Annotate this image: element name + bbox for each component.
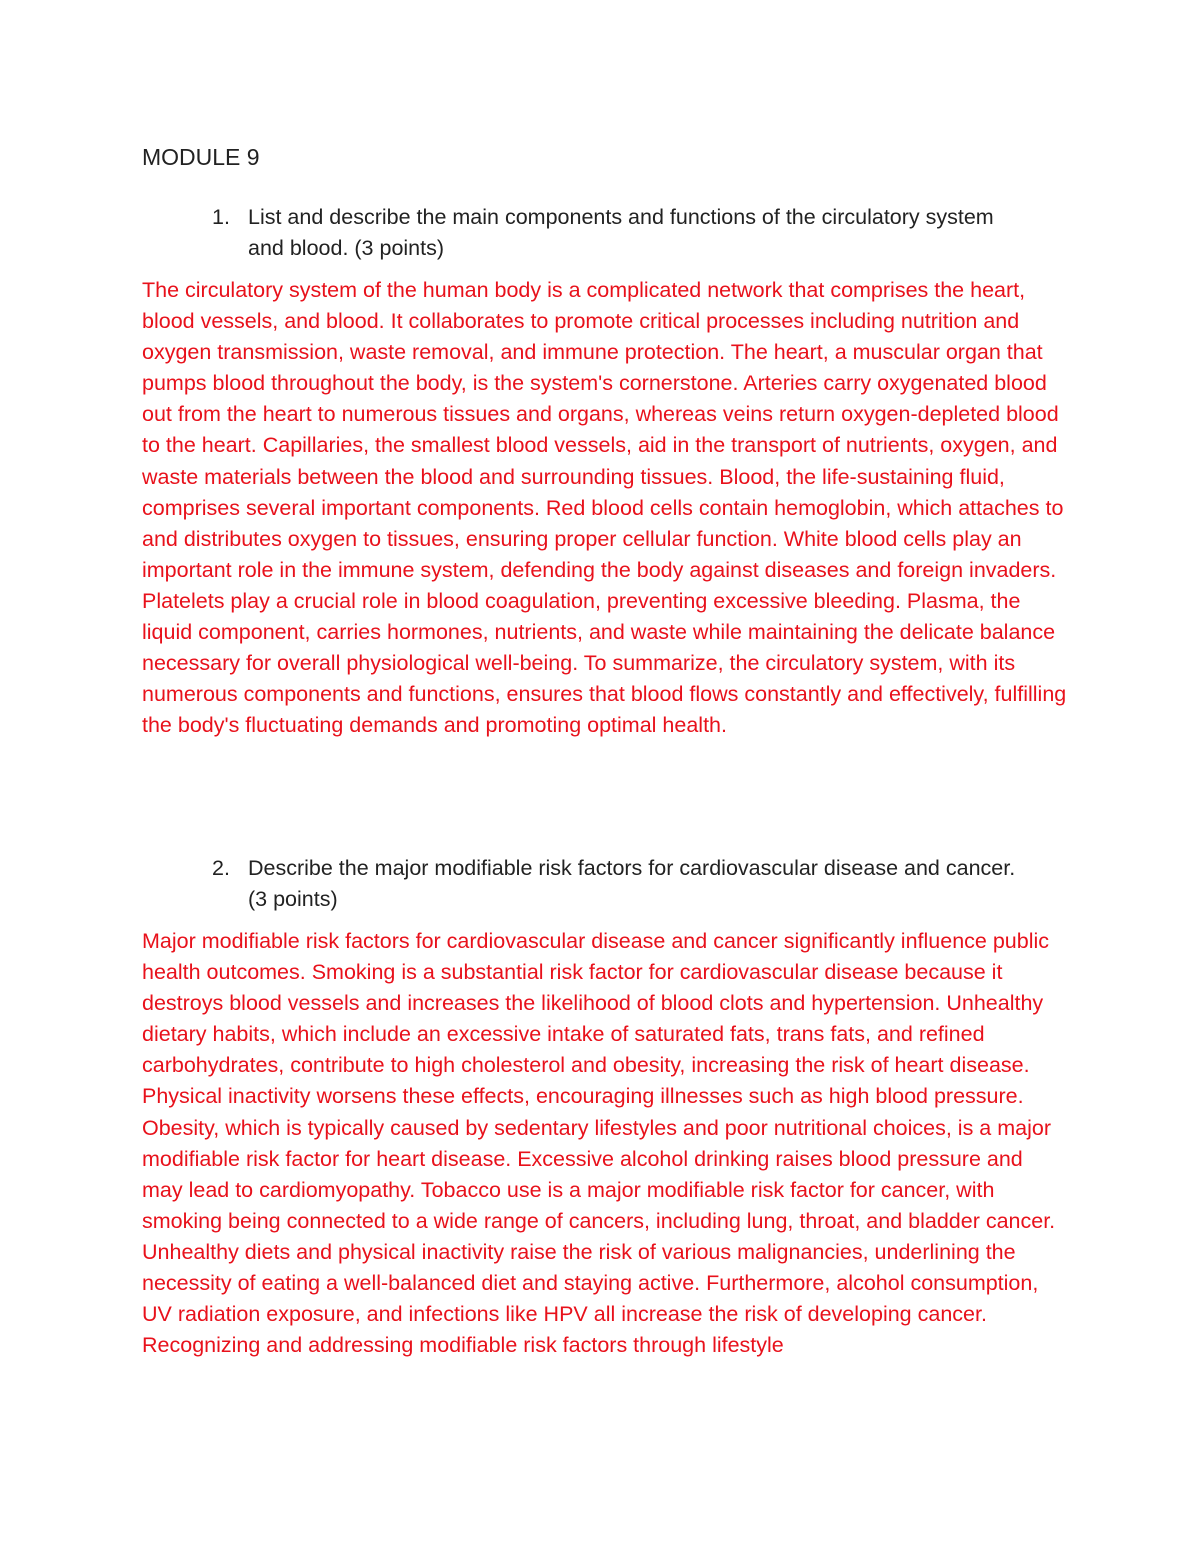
question-2 <box>212 853 1032 915</box>
question-text: Describe the major modifiable risk factors for cardiovascular disease and cancer. (3 points) <box>248 856 1016 911</box>
answer-2: Major modifiable risk factors for cardiovascular disease and cancer significantly influence public health outcomes. Smoking is a substantial risk factor for cardiovascular disease because it destroys blood vessels and increases the likelihood of blood clots and hypertension. Unhealthy dietary habits, which include an excessive intake of saturated fats, trans fats, and refined carbohydrates, contribute to high cholesterol and obesity, increasing the risk of heart disease. Physical inactivity worsens these effects, encouraging illnesses such as high blood pressure. Obesity, which is typically caused by sedentary lifestyles and poor nutritional choices, is a major modifiable risk factor for heart disease. Excessive alcohol drinking raises blood pressure and may lead to cardiomyopathy. Tobacco use is a major modifiable risk factor for cancer, with smoking being connected to a wide range of cancers, including lung, throat, and bladder cancer. Unhealthy diets and physical inactivity raise the risk of various malignancies, underlining the necessity of eating a well-balanced diet and staying active. Furthermore, alcohol consumption, UV radiation exposure, and infections like HPV all increase the risk of developing cancer. Recognizing and addressing modifiable risk factors through lifestyle <box>142 929 1056 1358</box>
question-1 <box>212 202 1032 264</box>
question-number: 1. <box>212 205 230 229</box>
question-number: 2. <box>212 856 230 880</box>
answer-1: The circulatory system of the human body is a complicated network that comprises the heart, blood vessels, and blood. It collaborates to promote critical processes including nutrition and oxygen transmission, waste removal, and immune protection. The heart, a muscular organ that pumps blood throughout the body, is the system's cornerstone. Arteries carry oxygenated blood out from the heart to numerous tissues and organs, whereas veins return oxygen-depleted blood to the heart. Capillaries, the smallest blood vessels, aid in the transport of nutrients, oxygen, and waste materials between the blood and surrounding tissues. Blood, the life-sustaining fluid, comprises several important components. Red blood cells contain hemoglobin, which attaches to and distributes oxygen to tissues, ensuring proper cellular function. White blood cells play an important role in the immune system, defending the body against diseases and foreign invaders. Platelets play a crucial role in blood coagulation, preventing excessive bleeding. Plasma, the liquid component, carries hormones, nutrients, and waste while maintaining the delicate balance necessary for overall physiological well-being. To summarize, the circulatory system, with its numerous components and functions, ensures that blood flows constantly and effectively, fulfilling the body's fluctuating demands and promoting optimal health. <box>142 278 1067 738</box>
question-text: List and describe the main components and functions of the circulatory system and blood. (3 points) <box>248 205 994 260</box>
module-title: MODULE 9 <box>142 144 260 170</box>
